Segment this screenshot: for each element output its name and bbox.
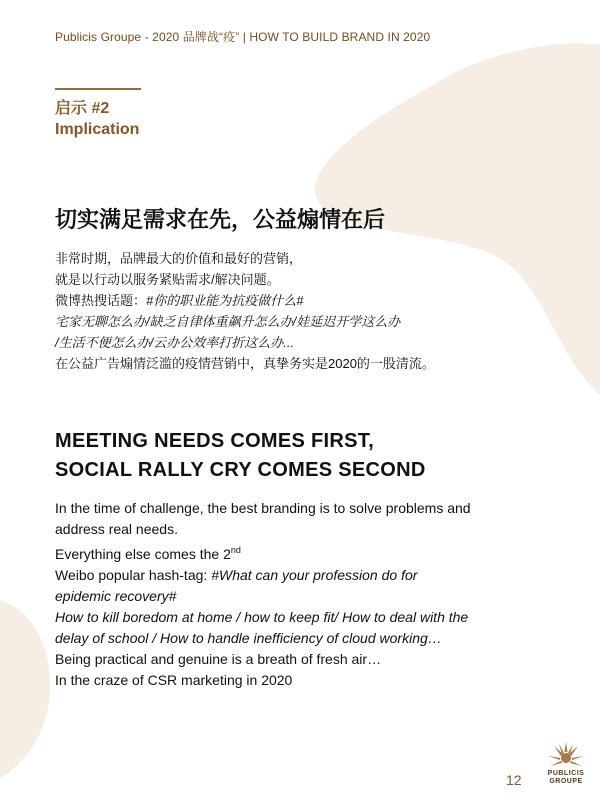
zh-line-6: 在公益广告煽情泛滥的疫情营销中，真挚务实是2020的一股清流。: [55, 356, 435, 371]
en-line-6: How to kill boredom at home / how to keep fit/ How to deal with the: [55, 609, 469, 625]
zh-line-3: [55, 290, 435, 311]
zh-line-4: 宅家无聊怎么办/缺乏自律体重飙升怎么办/娃延迟开学这么办: [55, 314, 401, 329]
en-line-9: In the craze of CSR marketing in 2020: [55, 672, 293, 688]
en-line-8: Being practical and genuine is a breath of fresh air…: [55, 651, 382, 667]
logo-line-2: GROUPE: [549, 778, 583, 785]
en-line-1: In the time of challenge, the best branding is to solve problems and: [55, 500, 471, 516]
en-title: [55, 427, 426, 485]
page-header: Publicis Groupe - 2020 品牌战“疫” | HOW TO BUILD BRAND IN 2020: [55, 30, 431, 44]
zh-hashtag: #你的职业能为抗疫做什么#: [146, 293, 304, 308]
zh-line-5: /生活不便怎么办/云办公效率打折这么办...: [55, 335, 295, 350]
zh-title: 切实满足需求在先，公益煽情在后: [55, 207, 386, 232]
publicis-logo: [536, 740, 596, 796]
en-line-5: epidemic recovery#: [55, 588, 177, 604]
en-line-2: address real needs.: [55, 521, 178, 537]
section-rule: [55, 88, 141, 90]
en-line-7: delay of school / How to handle inefficiency of cloud working…: [55, 630, 442, 646]
logo-line-1: PUBLICIS: [547, 770, 585, 777]
en-line-4-prefix: Weibo popular hash-tag:: [55, 567, 212, 583]
section-heading: [55, 98, 139, 140]
en-body: [55, 498, 525, 691]
en-line-4: [55, 565, 525, 586]
page-number: 12: [506, 772, 522, 788]
zh-line-1: 非常时期，品牌最大的价值和最好的营销，: [55, 251, 303, 266]
en-line-3-text: Everything else comes the 2: [55, 546, 231, 562]
section-label-zh: 启示 #2: [55, 100, 110, 117]
publicis-lion-icon: [546, 740, 586, 770]
en-hashtag: #What can your profession do for: [211, 567, 418, 583]
zh-line-3-prefix: 微博热搜话题：: [55, 293, 147, 308]
section-label-en: Implication: [55, 121, 140, 138]
zh-body: [55, 248, 435, 374]
zh-line-2: 就是以行动以服务紧贴需求/解决问题。: [55, 272, 280, 287]
en-title-line-1: MEETING NEEDS COMES FIRST,: [55, 430, 374, 452]
en-line-3-superscript: nd: [230, 545, 241, 555]
en-line-3: [55, 540, 525, 565]
en-title-line-2: SOCIAL RALLY CRY COMES SECOND: [55, 459, 426, 481]
